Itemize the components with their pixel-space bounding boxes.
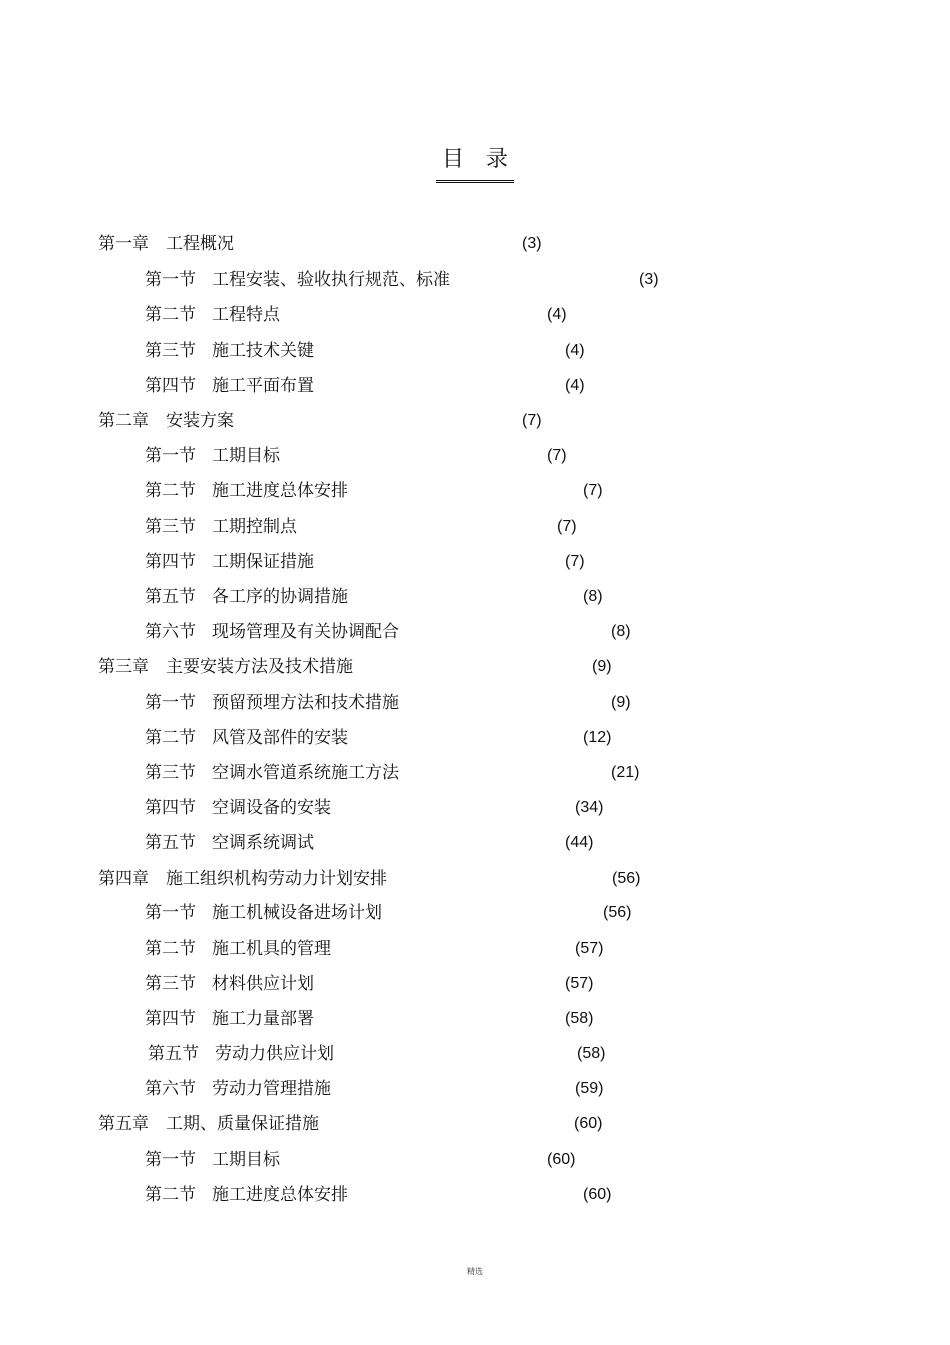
toc-label: 第五节 xyxy=(145,833,196,853)
toc-label: 第一节 xyxy=(145,903,196,923)
toc-label: 第五节 xyxy=(148,1044,199,1064)
toc-name: 主要安装方法及技术措施 xyxy=(166,657,353,677)
toc-label: 第一节 xyxy=(145,693,196,713)
toc-page-number: (8) xyxy=(611,623,631,640)
toc-name: 施工组织机构劳动力计划安排 xyxy=(166,869,387,889)
toc-name: 劳动力管理措施 xyxy=(212,1079,331,1099)
toc-page-number: (60) xyxy=(547,1151,576,1168)
toc-label: 第六节 xyxy=(145,1079,196,1099)
toc-page-number: (60) xyxy=(583,1186,612,1203)
toc-page-number: (58) xyxy=(565,1010,594,1027)
toc-name: 劳动力供应计划 xyxy=(215,1044,334,1064)
toc-label: 第四节 xyxy=(145,1009,196,1029)
toc-name: 工程安装、验收执行规范、标准 xyxy=(212,270,450,290)
toc-page-number: (9) xyxy=(592,658,612,675)
toc-label: 第三节 xyxy=(145,341,196,361)
toc-page-number: (60) xyxy=(574,1115,603,1132)
toc-label: 第一节 xyxy=(145,446,196,466)
toc-page-number: (57) xyxy=(575,940,604,957)
toc-page-number: (7) xyxy=(583,482,603,499)
toc-page-number: (9) xyxy=(611,694,631,711)
toc-page-number: (3) xyxy=(639,271,659,288)
toc-page-number: (4) xyxy=(547,306,567,323)
toc-label: 第三节 xyxy=(145,763,196,783)
toc-page-number: (7) xyxy=(557,518,577,535)
toc-name: 工期控制点 xyxy=(212,517,297,537)
toc-name: 风管及部件的安装 xyxy=(212,728,348,748)
toc-name: 工期、质量保证措施 xyxy=(166,1114,319,1134)
toc-name: 各工序的协调措施 xyxy=(212,587,348,607)
toc-label: 第六节 xyxy=(145,622,196,642)
page-footer: 精选 xyxy=(467,1267,483,1276)
toc-label: 第一章 xyxy=(98,234,149,254)
toc-name: 施工平面布置 xyxy=(212,376,314,396)
toc-name: 施工技术关键 xyxy=(212,341,314,361)
toc-name: 施工进度总体安排 xyxy=(212,481,348,501)
toc-name: 空调设备的安装 xyxy=(212,798,331,818)
toc-page-number: (56) xyxy=(603,904,632,921)
toc-page-number: (59) xyxy=(575,1080,604,1097)
toc-name: 工期保证措施 xyxy=(212,552,314,572)
toc-title: 目 录 xyxy=(436,146,514,183)
toc-label: 第二节 xyxy=(145,1185,196,1205)
toc-label: 第二节 xyxy=(145,481,196,501)
toc-page-number: (44) xyxy=(565,834,594,851)
toc-label: 第四节 xyxy=(145,798,196,818)
toc-page-number: (57) xyxy=(565,975,594,992)
toc-page-number: (4) xyxy=(565,377,585,394)
toc-page-number: (7) xyxy=(547,447,567,464)
toc-name: 工程特点 xyxy=(212,305,280,325)
toc-page-number: (58) xyxy=(577,1045,606,1062)
toc-name: 工期目标 xyxy=(212,1150,280,1170)
toc-page-number: (3) xyxy=(522,235,542,252)
toc-label: 第二节 xyxy=(145,305,196,325)
toc-page-number: (34) xyxy=(575,799,604,816)
toc-name: 预留预埋方法和技术措施 xyxy=(212,693,399,713)
toc-label: 第二节 xyxy=(145,939,196,959)
toc-name: 材料供应计划 xyxy=(212,974,314,994)
toc-page-number: (12) xyxy=(583,729,612,746)
toc-label: 第二节 xyxy=(145,728,196,748)
toc-label: 第四节 xyxy=(145,552,196,572)
toc-name: 空调系统调试 xyxy=(212,833,314,853)
toc-page-number: (7) xyxy=(522,412,542,429)
toc-label: 第一节 xyxy=(145,1150,196,1170)
toc-name: 工期目标 xyxy=(212,446,280,466)
toc-name: 施工力量部署 xyxy=(212,1009,314,1029)
toc-page-number: (7) xyxy=(565,553,585,570)
toc-page-number: (8) xyxy=(583,588,603,605)
toc-name: 现场管理及有关协调配合 xyxy=(212,622,399,642)
toc-label: 第四节 xyxy=(145,376,196,396)
toc-label: 第三章 xyxy=(98,657,149,677)
toc-label: 第一节 xyxy=(145,270,196,290)
toc-page-number: (4) xyxy=(565,342,585,359)
toc-name: 安装方案 xyxy=(166,411,234,431)
toc-label: 第二章 xyxy=(98,411,149,431)
toc-label: 第五章 xyxy=(98,1114,149,1134)
toc-name: 施工机械设备进场计划 xyxy=(212,903,382,923)
toc-page-number: (56) xyxy=(612,870,641,887)
toc-name: 工程概况 xyxy=(166,234,234,254)
toc-label: 第五节 xyxy=(145,587,196,607)
toc-page-number: (21) xyxy=(611,764,640,781)
toc-name: 施工机具的管理 xyxy=(212,939,331,959)
toc-label: 第三节 xyxy=(145,517,196,537)
toc-name: 施工进度总体安排 xyxy=(212,1185,348,1205)
toc-label: 第四章 xyxy=(98,869,149,889)
toc-name: 空调水管道系统施工方法 xyxy=(212,763,399,783)
toc-label: 第三节 xyxy=(145,974,196,994)
